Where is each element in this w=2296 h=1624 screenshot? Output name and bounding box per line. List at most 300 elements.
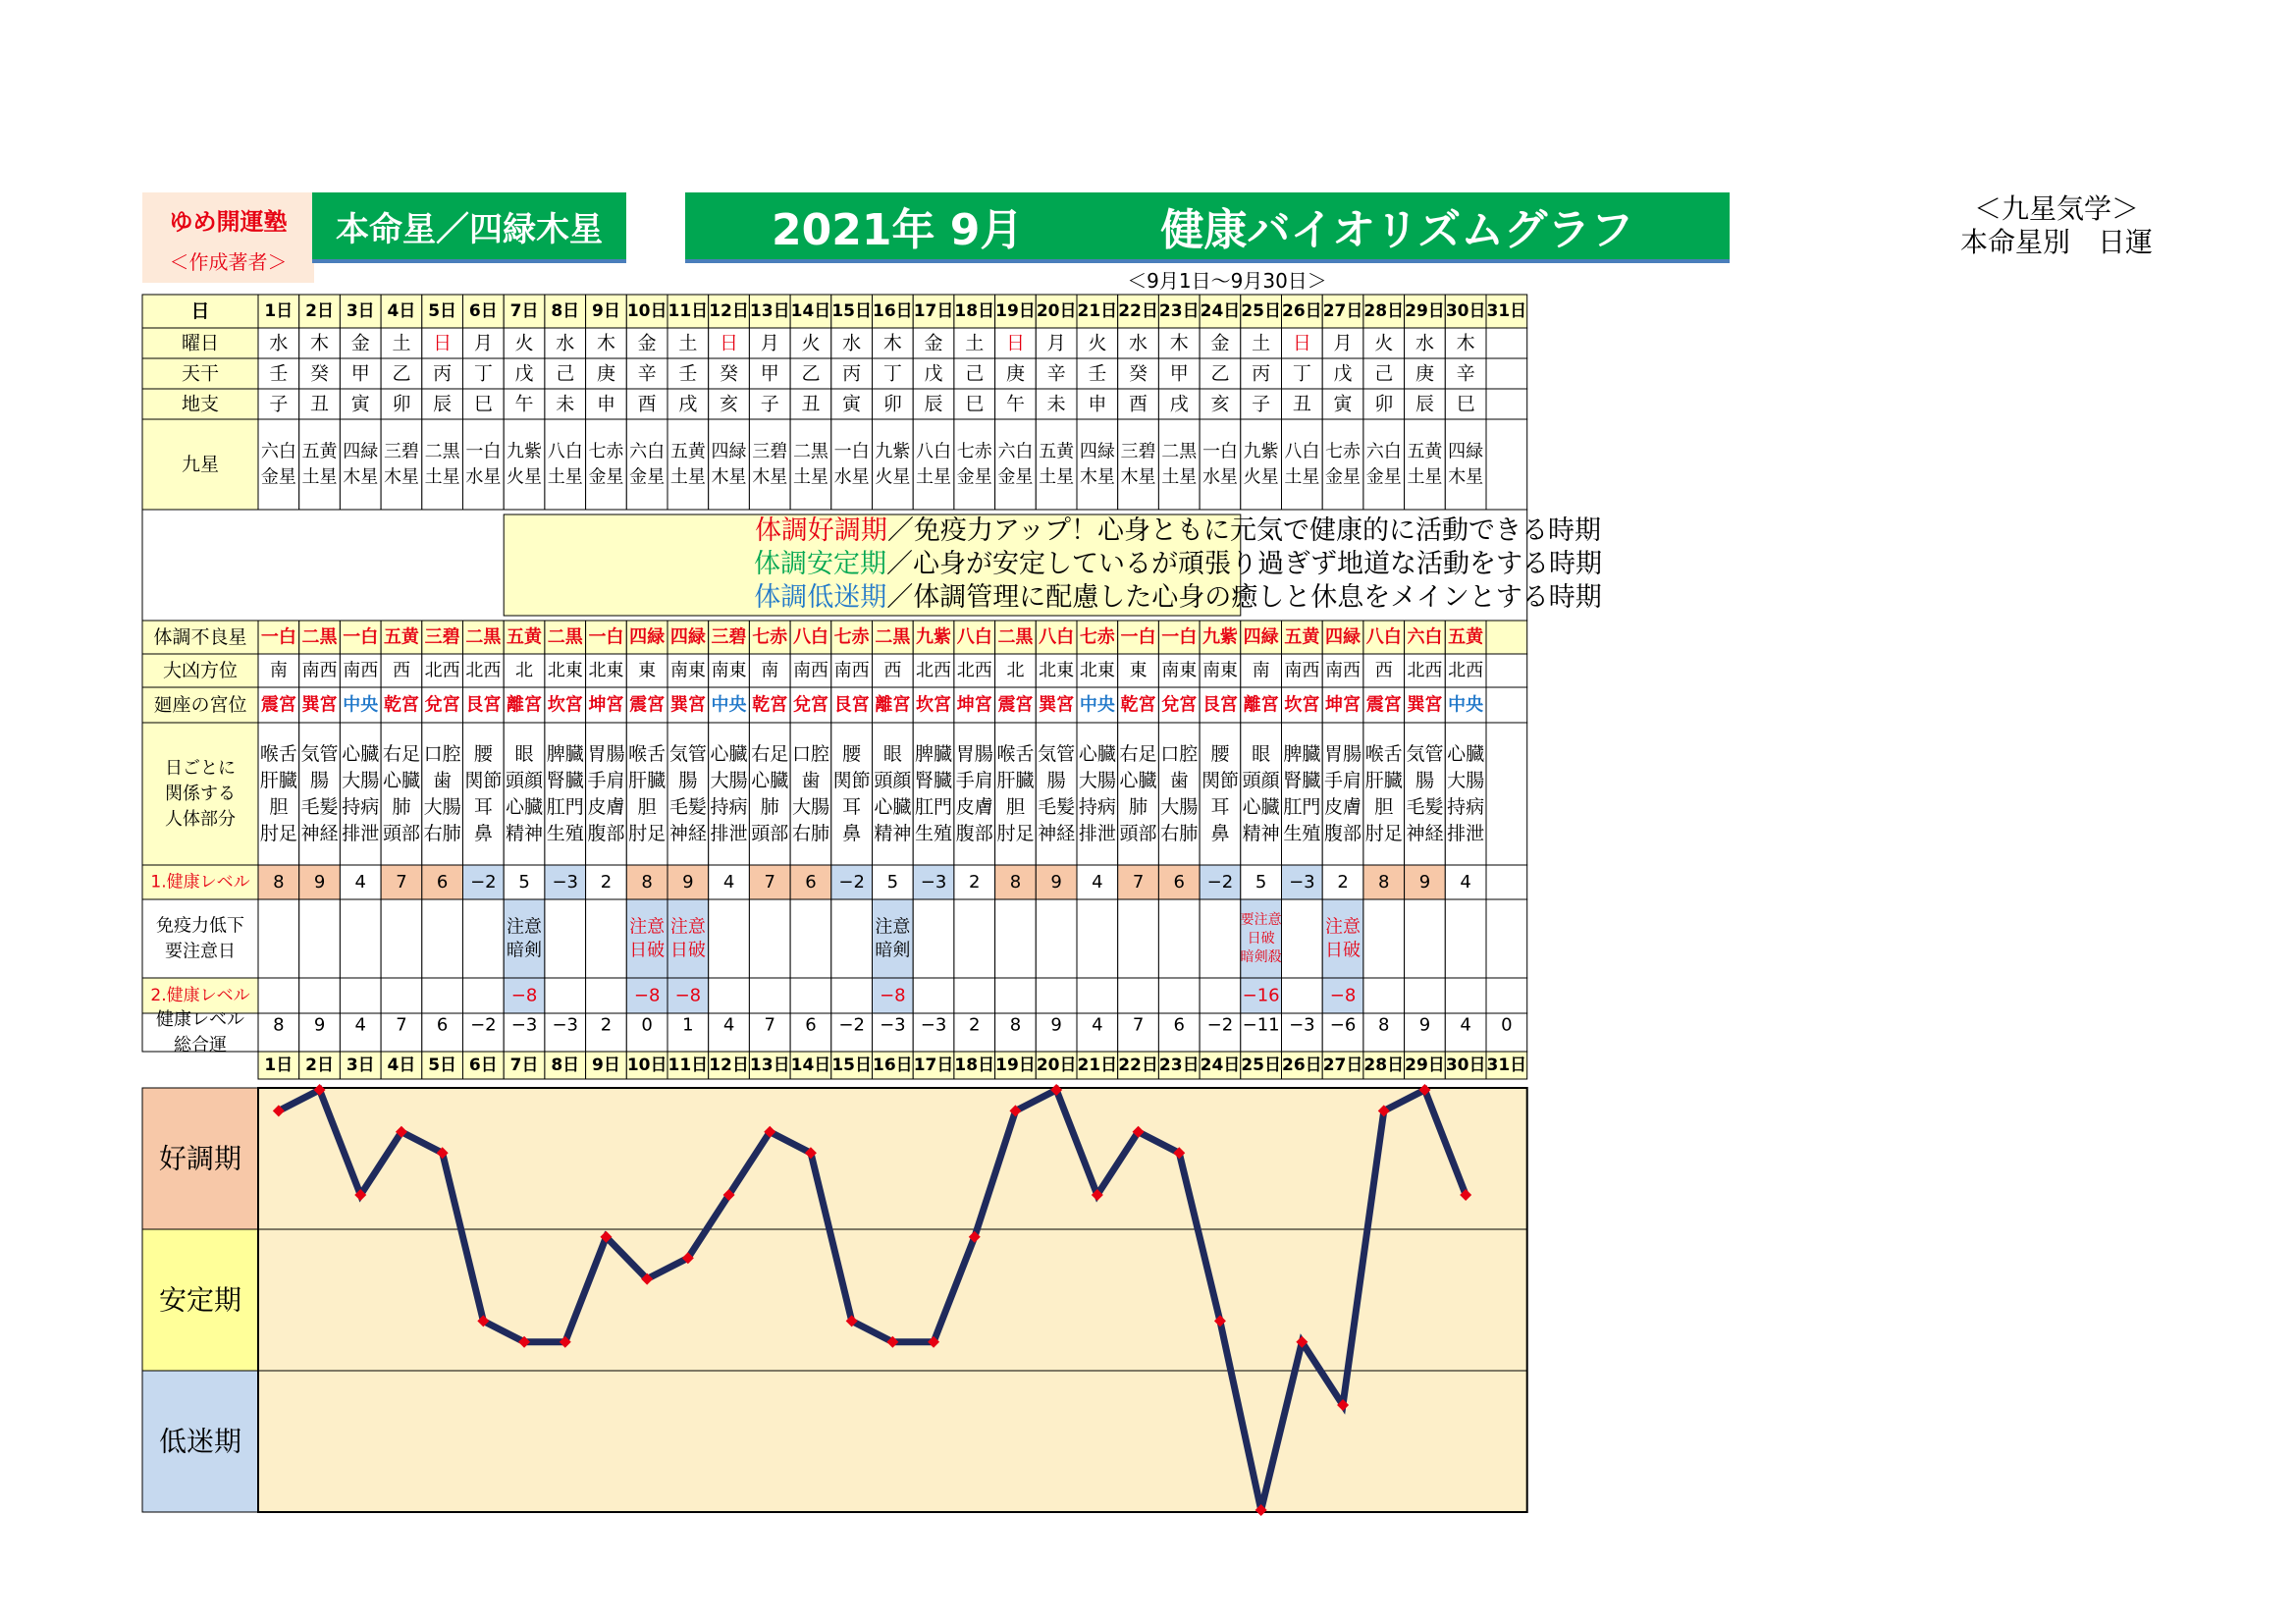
palace-14: 兌宮 xyxy=(792,694,828,716)
palace-24: 艮宮 xyxy=(1201,694,1238,716)
body-part-17-line-2: 肛門 xyxy=(915,796,953,818)
tenkan-18: 己 xyxy=(965,362,985,385)
body-part-8-line-0: 脾臓 xyxy=(546,743,584,765)
total-value-10: 0 xyxy=(641,1014,653,1036)
badstar-5: 三碧 xyxy=(424,626,460,648)
band-label-zone_mid: 安定期 xyxy=(158,1283,242,1317)
tenkan-8: 己 xyxy=(556,362,575,385)
body-part-2-line-0: 気管 xyxy=(300,743,339,765)
row-label-level2: 2.健康レベル xyxy=(150,986,250,1005)
palace-12: 中央 xyxy=(711,694,747,716)
badstar-3: 一白 xyxy=(343,626,379,648)
tenkan-30: 辛 xyxy=(1456,362,1475,385)
tenkan-21: 壬 xyxy=(1088,362,1107,385)
kyusei-17-line-1: 土星 xyxy=(916,466,952,488)
body-part-26-line-3: 生殖 xyxy=(1283,823,1321,844)
direction-12: 南東 xyxy=(711,660,747,681)
cell-level2-29 xyxy=(1405,978,1446,1013)
total-value-4: 7 xyxy=(396,1014,407,1036)
level1-value-10: 8 xyxy=(641,872,653,893)
body-part-6-line-3: 鼻 xyxy=(473,823,493,844)
body-part-28-line-0: 喉舌 xyxy=(1364,743,1403,765)
weekday-30: 木 xyxy=(1456,332,1475,354)
cell-level2-20 xyxy=(1036,978,1077,1013)
total-value-15: −2 xyxy=(838,1014,865,1036)
body-part-9-line-1: 手肩 xyxy=(587,770,625,791)
direction-5: 北西 xyxy=(424,660,460,681)
level1-value-25: 5 xyxy=(1255,872,1267,893)
weekday-25: 土 xyxy=(1252,332,1271,354)
kyusei-11-line-1: 土星 xyxy=(669,466,706,488)
chart-day-label-23: 23日 xyxy=(1158,1056,1200,1075)
tenkan-22: 癸 xyxy=(1129,362,1148,385)
palace-25: 離宮 xyxy=(1243,694,1279,716)
cell-level2-24 xyxy=(1200,978,1241,1013)
cell-kyusei-22 xyxy=(1118,419,1159,510)
kyusei-20-line-1: 土星 xyxy=(1039,466,1075,488)
chishi-11: 戌 xyxy=(678,393,698,415)
kyusei-6-line-0: 一白 xyxy=(465,441,502,462)
kyusei-19-line-1: 金星 xyxy=(997,466,1034,488)
cell-direction-31 xyxy=(1486,654,1527,687)
body-part-20-line-3: 神経 xyxy=(1038,823,1076,844)
level2-value-10: −8 xyxy=(633,985,661,1006)
day-label-6: 6日 xyxy=(468,301,498,321)
chishi-14: 丑 xyxy=(801,393,821,415)
body-part-20-line-2: 毛髪 xyxy=(1038,796,1076,818)
body-part-29-line-1: 腸 xyxy=(1415,770,1434,791)
cell-level2-12 xyxy=(709,978,750,1013)
direction-2: 南西 xyxy=(301,660,338,681)
total-value-17: −3 xyxy=(920,1014,947,1036)
cell-badstar-31 xyxy=(1486,621,1527,654)
cell-caution-2 xyxy=(299,899,341,978)
chart-day-label-24: 24日 xyxy=(1200,1056,1241,1075)
tenkan-1: 壬 xyxy=(269,362,289,385)
cell-caution-14 xyxy=(790,899,831,978)
day-label-26: 26日 xyxy=(1282,301,1322,321)
day-label-17: 17日 xyxy=(913,301,954,321)
cell-caution-18 xyxy=(954,899,995,978)
day-label-7: 7日 xyxy=(509,301,539,321)
chishi-8: 未 xyxy=(556,393,575,415)
chart-day-label-31: 31日 xyxy=(1486,1056,1527,1075)
cell-chishi-31 xyxy=(1486,389,1527,419)
total-value-21: 4 xyxy=(1092,1014,1103,1036)
chart-day-label-15: 15日 xyxy=(831,1056,872,1075)
body-part-29-line-2: 毛髪 xyxy=(1406,796,1444,818)
total-value-23: 6 xyxy=(1173,1014,1185,1036)
palace-28: 震宮 xyxy=(1365,694,1402,716)
kyusei-27-line-1: 金星 xyxy=(1325,466,1362,488)
weekday-29: 水 xyxy=(1415,332,1434,354)
badstar-2: 二黒 xyxy=(301,626,338,648)
weekday-6: 月 xyxy=(473,332,493,354)
chishi-3: 寅 xyxy=(350,393,370,415)
cell-kyusei-16 xyxy=(873,419,914,510)
level1-value-19: 8 xyxy=(1009,872,1022,893)
body-part-4-line-3: 頭部 xyxy=(382,823,420,844)
cell-level2-1 xyxy=(258,978,299,1013)
tenkan-16: 丁 xyxy=(882,362,902,385)
day-label-28: 28日 xyxy=(1363,301,1405,321)
palace-30: 中央 xyxy=(1448,694,1484,716)
level1-value-20: 9 xyxy=(1050,872,1062,893)
day-label-13: 13日 xyxy=(749,301,790,321)
level1-value-8: −3 xyxy=(552,872,579,893)
day-label-23: 23日 xyxy=(1158,301,1200,321)
cell-level2-23 xyxy=(1158,978,1200,1013)
cell-kyusei-3 xyxy=(340,419,381,510)
body-part-12-line-3: 排泄 xyxy=(710,823,748,844)
day-label-10: 10日 xyxy=(626,301,667,321)
kyusei-28-line-1: 金星 xyxy=(1365,466,1402,488)
weekday-12: 日 xyxy=(720,332,739,354)
row-label-palace: 廻座の宮位 xyxy=(153,694,247,716)
total-value-3: 4 xyxy=(354,1014,366,1036)
level1-value-17: −3 xyxy=(920,872,947,893)
chishi-17: 辰 xyxy=(924,393,943,415)
cell-caution-21 xyxy=(1077,899,1118,978)
row-label-cell-caution xyxy=(142,899,258,978)
direction-29: 北西 xyxy=(1407,660,1443,681)
level2-value-11: −8 xyxy=(674,985,702,1006)
tenkan-19: 庚 xyxy=(1005,362,1025,385)
row-label-direction: 大凶方位 xyxy=(162,660,239,681)
total-value-11: 1 xyxy=(682,1014,694,1036)
body-part-9-line-0: 胃腸 xyxy=(587,743,625,765)
direction-4: 西 xyxy=(392,660,410,681)
tenkan-11: 壬 xyxy=(678,362,698,385)
cell-kyusei-18 xyxy=(954,419,995,510)
chishi-30: 巳 xyxy=(1456,393,1475,415)
level1-value-7: 5 xyxy=(518,872,530,893)
body-part-12-line-0: 心臓 xyxy=(710,743,748,765)
direction-6: 北西 xyxy=(465,660,502,681)
palace-20: 巽宮 xyxy=(1039,694,1075,716)
cell-level1-31 xyxy=(1486,865,1527,899)
day-label-20: 20日 xyxy=(1036,301,1077,321)
weekday-22: 水 xyxy=(1129,332,1148,354)
body-part-23-line-0: 口腔 xyxy=(1160,743,1199,765)
total-value-22: 7 xyxy=(1132,1014,1145,1036)
day-label-3: 3日 xyxy=(346,301,375,321)
kyusei-2-line-1: 土星 xyxy=(301,466,338,488)
body-part-21-line-1: 大腸 xyxy=(1078,770,1116,791)
chart-day-label-28: 28日 xyxy=(1363,1056,1405,1075)
kyusei-24-line-0: 一白 xyxy=(1201,441,1238,462)
cell-level2-26 xyxy=(1282,978,1323,1013)
body-part-15-line-3: 鼻 xyxy=(842,823,862,844)
weekday-7: 火 xyxy=(514,332,534,354)
total-value-16: −3 xyxy=(880,1014,906,1036)
tenkan-3: 甲 xyxy=(350,362,370,385)
direction-18: 北西 xyxy=(956,660,992,681)
palace-6: 艮宮 xyxy=(465,694,502,716)
badstar-11: 四緑 xyxy=(669,626,706,648)
body-part-8-line-3: 生殖 xyxy=(546,823,584,844)
total-value-5: 6 xyxy=(436,1014,449,1036)
cell-level2-4 xyxy=(381,978,422,1013)
day-label-27: 27日 xyxy=(1322,301,1363,321)
body-part-28-line-3: 肘足 xyxy=(1364,823,1403,844)
row-label-kyusei: 九星 xyxy=(181,454,220,475)
kyusei-7-line-0: 九紫 xyxy=(507,441,543,462)
direction-22: 東 xyxy=(1129,660,1148,681)
level1-value-27: 2 xyxy=(1337,872,1349,893)
caution-25-line-2: 暗剣殺 xyxy=(1240,949,1282,965)
day-label-29: 29日 xyxy=(1405,301,1445,321)
badstar-6: 二黒 xyxy=(465,626,502,648)
body-part-2-line-3: 神経 xyxy=(300,823,339,844)
body-part-14-line-1: 歯 xyxy=(801,770,821,791)
chart-day-label-5: 5日 xyxy=(428,1056,457,1075)
body-part-20-line-1: 腸 xyxy=(1046,770,1066,791)
chart-day-label-12: 12日 xyxy=(709,1056,749,1075)
brand-name: ゆめ開運塾 xyxy=(169,208,288,236)
body-part-6-line-1: 関節 xyxy=(464,770,503,791)
direction-11: 南東 xyxy=(669,660,706,681)
total-value-24: −2 xyxy=(1206,1014,1234,1036)
chart-day-label-30: 30日 xyxy=(1445,1056,1486,1075)
body-part-10-line-1: 肝臓 xyxy=(628,770,667,791)
legend-key-mid: 体調安定期 xyxy=(754,549,886,579)
cell-caution-30 xyxy=(1445,899,1486,978)
tenkan-6: 丁 xyxy=(473,362,493,385)
level1-value-9: 2 xyxy=(600,872,613,893)
tenkan-7: 戊 xyxy=(514,362,534,385)
day-label-12: 12日 xyxy=(709,301,749,321)
tenkan-15: 丙 xyxy=(842,362,862,385)
cell-caution-31 xyxy=(1486,899,1527,978)
tenkan-23: 甲 xyxy=(1169,362,1189,385)
total-value-7: −3 xyxy=(510,1014,538,1036)
total-value-14: 6 xyxy=(805,1014,817,1036)
body-part-8-line-2: 肛門 xyxy=(546,796,584,818)
palace-8: 坎宮 xyxy=(547,694,583,716)
body-part-27-line-0: 胃腸 xyxy=(1324,743,1362,765)
cell-kyusei-1 xyxy=(258,419,299,510)
body-part-26-line-2: 肛門 xyxy=(1283,796,1321,818)
day-label-4: 4日 xyxy=(387,301,416,321)
cell-kyusei-24 xyxy=(1200,419,1241,510)
level1-value-21: 4 xyxy=(1092,872,1103,893)
row-label-caution-line-0: 免疫力低下 xyxy=(156,915,244,937)
cell-level2-2 xyxy=(299,978,341,1013)
cell-caution-15 xyxy=(831,899,873,978)
weekday-26: 日 xyxy=(1292,332,1311,354)
cell-level2-19 xyxy=(995,978,1037,1013)
body-part-7-line-3: 精神 xyxy=(506,823,544,844)
cell-caution-27 xyxy=(1322,899,1363,978)
caution-27-line-0: 注意 xyxy=(1325,916,1362,938)
body-part-4-line-2: 肺 xyxy=(392,796,411,818)
cell-caution-1 xyxy=(258,899,299,978)
legend-line-good xyxy=(628,514,1728,548)
body-part-8-line-1: 腎臓 xyxy=(546,770,584,791)
day-label-14: 14日 xyxy=(790,301,831,321)
kyusei-29-line-1: 土星 xyxy=(1407,466,1443,488)
kyusei-10-line-0: 六白 xyxy=(629,441,666,462)
body-part-5-line-1: 歯 xyxy=(433,770,453,791)
body-part-27-line-1: 手肩 xyxy=(1324,770,1362,791)
cell-kyusei-30 xyxy=(1445,419,1486,510)
chart-plot-area xyxy=(258,1088,1527,1512)
body-part-13-line-3: 頭部 xyxy=(751,823,789,844)
badstar-8: 二黒 xyxy=(547,626,583,648)
kyusei-30-line-1: 木星 xyxy=(1448,466,1484,488)
kyusei-6-line-1: 水星 xyxy=(465,466,502,488)
body-part-10-line-0: 喉舌 xyxy=(628,743,667,765)
body-part-21-line-0: 心臓 xyxy=(1078,743,1116,765)
day-label-8: 8日 xyxy=(551,301,580,321)
level1-value-14: 6 xyxy=(805,872,817,893)
body-part-22-line-0: 右足 xyxy=(1119,743,1157,765)
body-part-24-line-0: 腰 xyxy=(1210,743,1230,765)
weekday-13: 月 xyxy=(760,332,779,354)
kyusei-19-line-0: 六白 xyxy=(997,441,1034,462)
kyusei-24-line-1: 水星 xyxy=(1201,466,1238,488)
badstar-29: 六白 xyxy=(1407,626,1443,648)
palace-16: 離宮 xyxy=(875,694,911,716)
total-value-18: 2 xyxy=(969,1014,981,1036)
body-part-17-line-3: 生殖 xyxy=(915,823,953,844)
cell-palace-31 xyxy=(1486,687,1527,723)
tenkan-14: 乙 xyxy=(801,362,821,385)
cell-level2-31 xyxy=(1486,978,1527,1013)
palace-29: 巽宮 xyxy=(1407,694,1443,716)
top-right-line-1: ＜九星気学＞ xyxy=(1973,192,2139,225)
palace-5: 兌宮 xyxy=(424,694,460,716)
weekday-1: 水 xyxy=(269,332,289,354)
kyusei-12-line-1: 木星 xyxy=(711,466,747,488)
direction-10: 東 xyxy=(638,660,657,681)
body-part-18-line-0: 胃腸 xyxy=(955,743,993,765)
body-part-14-line-3: 右肺 xyxy=(791,823,829,844)
day-label-11: 11日 xyxy=(667,301,709,321)
total-value-25: −11 xyxy=(1242,1014,1280,1036)
level1-value-16: 5 xyxy=(886,872,899,893)
row-label-caution-line-1: 要注意日 xyxy=(165,941,236,962)
body-part-26-line-1: 腎臓 xyxy=(1283,770,1321,791)
row-label-badstar: 体調不良星 xyxy=(153,626,247,648)
body-part-29-line-3: 神経 xyxy=(1406,823,1444,844)
cell-kyusei-29 xyxy=(1405,419,1446,510)
total-value-27: −6 xyxy=(1329,1014,1357,1036)
cell-caution-4 xyxy=(381,899,422,978)
weekday-18: 土 xyxy=(965,332,985,354)
legend-line-mid xyxy=(628,548,1728,581)
kyusei-26-line-0: 八白 xyxy=(1284,441,1320,462)
day-label-1: 1日 xyxy=(264,301,294,321)
direction-27: 南西 xyxy=(1325,660,1362,681)
palace-7: 離宮 xyxy=(507,694,543,716)
total-value-26: −3 xyxy=(1289,1014,1315,1036)
cell-kyusei-14 xyxy=(790,419,831,510)
level2-value-7: −8 xyxy=(510,985,538,1006)
palace-11: 巽宮 xyxy=(669,694,706,716)
row-label-tenkan: 天干 xyxy=(181,362,220,385)
weekday-5: 日 xyxy=(433,332,453,354)
direction-26: 南西 xyxy=(1284,660,1320,681)
weekday-28: 火 xyxy=(1374,332,1394,354)
direction-28: 西 xyxy=(1374,660,1393,681)
kyusei-4-line-1: 木星 xyxy=(383,466,419,488)
row-label-level1: 1.健康レベル xyxy=(150,872,250,893)
direction-16: 西 xyxy=(883,660,902,681)
body-part-25-line-1: 頭顔 xyxy=(1242,770,1280,791)
cell-level2-28 xyxy=(1363,978,1405,1013)
caution-16-line-1: 暗剣 xyxy=(875,940,911,961)
chishi-13: 子 xyxy=(760,393,779,415)
day-label-19: 19日 xyxy=(995,301,1036,321)
cell-kyusei-26 xyxy=(1282,419,1323,510)
kyusei-12-line-0: 四緑 xyxy=(711,441,747,462)
cell-level2-30 xyxy=(1445,978,1486,1013)
body-part-3-line-1: 大腸 xyxy=(342,770,380,791)
cell-kyusei-13 xyxy=(749,419,790,510)
caution-10-line-0: 注意 xyxy=(629,916,666,938)
kyusei-16-line-1: 火星 xyxy=(875,466,911,488)
level1-value-26: −3 xyxy=(1289,872,1315,893)
palace-4: 乾宮 xyxy=(383,694,419,716)
body-part-22-line-2: 肺 xyxy=(1129,796,1148,818)
kyusei-22-line-1: 木星 xyxy=(1120,466,1156,488)
direction-17: 北西 xyxy=(916,660,952,681)
total-value-19: 8 xyxy=(1009,1014,1022,1036)
level1-value-2: 9 xyxy=(313,872,326,893)
caution-7-line-0: 注意 xyxy=(507,916,543,938)
cell-caution-5 xyxy=(422,899,463,978)
body-part-23-line-3: 右肺 xyxy=(1160,823,1199,844)
row-label-day: 日 xyxy=(190,300,210,322)
caution-25-line-0: 要注意 xyxy=(1240,912,1282,928)
body-part-6-line-0: 腰 xyxy=(473,743,493,765)
kyusei-23-line-1: 土星 xyxy=(1161,466,1198,488)
chart-day-label-9: 9日 xyxy=(592,1056,620,1075)
body-part-27-line-3: 腹部 xyxy=(1324,823,1362,844)
chart-day-label-1: 1日 xyxy=(264,1056,294,1075)
band-label-zone_low: 低迷期 xyxy=(158,1425,242,1458)
body-part-26-line-0: 脾臓 xyxy=(1283,743,1321,765)
row-label-weekday: 曜日 xyxy=(181,332,220,354)
level1-value-22: 7 xyxy=(1132,872,1145,893)
direction-30: 北西 xyxy=(1448,660,1484,681)
weekday-15: 水 xyxy=(842,332,862,354)
body-part-2-line-1: 腸 xyxy=(310,770,330,791)
cell-kyusei-2 xyxy=(299,419,341,510)
body-part-24-line-1: 関節 xyxy=(1201,770,1239,791)
cell-level2-18 xyxy=(954,978,995,1013)
top-right-line-2: 本命星別 日運 xyxy=(1959,226,2153,258)
cell-level2-9 xyxy=(586,978,627,1013)
level2-value-16: −8 xyxy=(880,985,906,1006)
tenkan-10: 辛 xyxy=(637,362,657,385)
body-part-22-line-1: 心臓 xyxy=(1119,770,1157,791)
body-part-20-line-0: 気管 xyxy=(1038,743,1076,765)
legend-text-mid: ／心身が安定しているが頑張り過ぎず地道な活動をする時期 xyxy=(886,549,1602,579)
kyusei-16-line-0: 九紫 xyxy=(875,441,911,462)
body-part-30-line-0: 心臓 xyxy=(1447,743,1485,765)
caution-25-line-1: 日破 xyxy=(1247,931,1275,947)
row-label-chishi: 地支 xyxy=(181,393,220,415)
tenkan-5: 丙 xyxy=(433,362,453,385)
tenkan-25: 丙 xyxy=(1252,362,1271,385)
body-part-13-line-2: 肺 xyxy=(760,796,779,818)
kyusei-17-line-0: 八白 xyxy=(916,441,952,462)
chishi-19: 午 xyxy=(1005,393,1025,415)
badstar-27: 四緑 xyxy=(1325,626,1362,648)
